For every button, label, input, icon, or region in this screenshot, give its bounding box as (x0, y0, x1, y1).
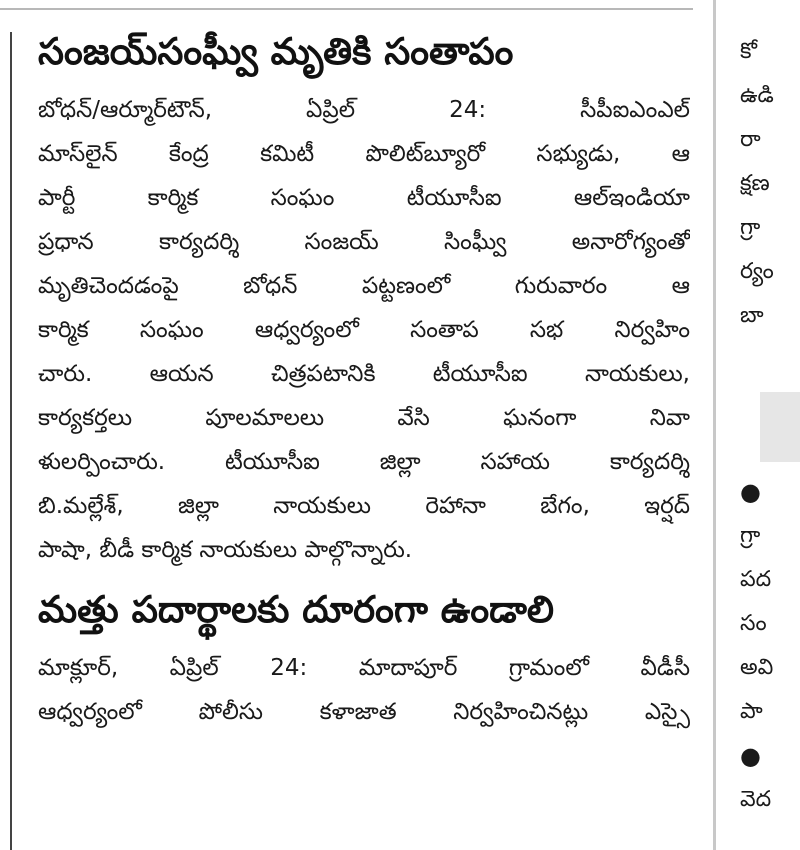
article-line: బోధన్/ఆర్మూర్‌టౌన్, ఏప్రిల్ 24: సీపీఐఎంఎల్ (38, 97, 690, 123)
article-headline-drugs: మత్తు పదార్థాలకు దూరంగా ఉండాలి (38, 588, 554, 631)
side-line: పా (740, 699, 763, 724)
article-line: ఆధ్వర్యంలో పోలీసు కళాజాత నిర్వహించినట్లు ఎస్సై (38, 699, 690, 725)
side-column-top (740, 30, 800, 338)
left-column-rule (10, 32, 12, 850)
side-gray-box (760, 392, 800, 462)
side-line: అవి (740, 655, 774, 680)
article-line: పార్టీ కార్మిక సంఘం టీయూసీఐ ఆల్‌ఇండియా (38, 185, 690, 211)
side-line: బా (740, 303, 764, 328)
side-line: పద (740, 567, 772, 592)
article-line: కార్మిక సంఘం ఆధ్వర్యంలో సంతాప సభ నిర్వహిం (38, 317, 690, 343)
side-line: రా (740, 127, 761, 152)
main-column (38, 28, 690, 734)
article-headline-condolence: సంజయ్‌సంఘ్వీ మృతికి సంతాపం (38, 30, 514, 73)
article-line: చారు. ఆయన చిత్రపటానికి టీయూసీఐ నాయకులు, (38, 361, 690, 387)
article-line: ళులర్పించారు. టీయూసీఐ జిల్లా సహాయ కార్యదర్శి (38, 449, 690, 475)
article-line: మాక్లూర్, ఏప్రిల్ 24: మాదాపూర్ గ్రామంలో వీడీసీ (38, 655, 690, 681)
article-line: ప్రధాన కార్యదర్శి సంజయ్ సింఘ్వీ అనారోగ్యంతో (38, 229, 690, 255)
side-line: కో (740, 39, 757, 64)
article-body-condolence (38, 88, 690, 572)
bullet-icon: ● (740, 742, 761, 770)
article-line: పాషా, బీడీ కార్మిక నాయకులు పాల్గొన్నారు. (38, 537, 413, 563)
side-line: సం (740, 611, 767, 636)
side-column-bottom (740, 470, 800, 822)
side-line: ర్యం (740, 259, 774, 284)
side-line: గ్రా (740, 215, 761, 240)
column-divider (713, 0, 716, 850)
article-line: మృతిచెందడంపై బోధన్ పట్టణంలో గురువారం ఆ (38, 273, 690, 299)
side-line: క్షణ (740, 171, 770, 196)
top-rule (0, 8, 693, 10)
article-line: మాస్‌లైన్ కేంద్ర కమిటీ పొలిట్‌బ్యూరో సభ్యుడు, ఆ (38, 141, 690, 167)
article-line: కార్యకర్తలు పూలమాలలు వేసి ఘనంగా నివా (38, 405, 690, 431)
bullet-icon: ● (740, 478, 761, 506)
side-line: ఉడి (740, 83, 774, 108)
article-body-drugs (38, 646, 690, 734)
side-line: గ్రా (740, 523, 761, 548)
article-line: బి.మల్లేశ్, జిల్లా నాయకులు రెహానా బేగం, ఇర్షద్ (38, 493, 690, 519)
side-line: వెద (740, 787, 772, 812)
